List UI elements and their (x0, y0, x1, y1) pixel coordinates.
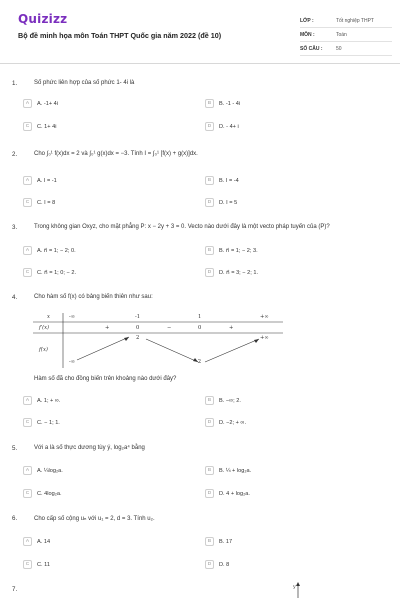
question-number: 2. (12, 151, 18, 158)
meta-row-class (300, 14, 392, 28)
option-letter-box: D (205, 198, 214, 207)
vt-sign: 0 (136, 325, 140, 331)
option-3c[interactable] (23, 267, 76, 278)
question-text: Trong không gian Oxyz, cho mặt phẳng P: x − 2y + 3 = 0. Vecto nào dưới đây là một vecto pháp tuyến của (P)? (34, 224, 330, 230)
option-6b[interactable] (205, 536, 232, 547)
option-text: A. I = -1 (37, 177, 57, 184)
meta-key: LỚP : (300, 17, 314, 24)
option-letter-box: C (23, 122, 32, 131)
option-2c[interactable] (23, 197, 55, 208)
option-text: C. 11 (37, 561, 50, 568)
option-letter-box: A (23, 537, 32, 546)
option-letter-box: B (205, 537, 214, 546)
option-letter-box: A (23, 396, 32, 405)
graph-axis-icon (293, 582, 307, 598)
option-5c[interactable] (23, 488, 62, 499)
option-letter-box: B (205, 466, 214, 475)
option-text: C. 4log₂a. (37, 490, 62, 497)
vt-x-label: x (47, 314, 50, 320)
option-2d[interactable] (205, 197, 237, 208)
option-letter-box: C (23, 198, 32, 207)
option-3a[interactable] (23, 245, 76, 256)
vt-x-value: +∞ (260, 314, 269, 320)
meta-key: SỐ CÂU : (300, 45, 323, 52)
meta-row-count (300, 42, 392, 56)
option-text: A. -1+ 4i (37, 100, 58, 107)
option-letter-box: D (205, 268, 214, 277)
option-letter-box: D (205, 560, 214, 569)
option-letter-box: B (205, 396, 214, 405)
vt-x-value: -∞ (69, 314, 76, 320)
question-subtext: Hàm số đã cho đồng biến trên khoảng nào dưới đây? (34, 376, 177, 382)
option-2a[interactable] (23, 175, 57, 186)
option-text: A. ¼log₂a. (37, 467, 63, 474)
option-letter-box: B (205, 99, 214, 108)
option-4c[interactable] (23, 417, 60, 428)
option-5b[interactable] (205, 465, 251, 476)
option-text: B. −∞; 2. (219, 397, 241, 404)
option-text: C. − 1; 1. (37, 419, 60, 426)
question-number: 7. (12, 586, 18, 593)
vt-sign: + (229, 325, 234, 331)
option-letter-box: B (205, 246, 214, 255)
option-text: D. 4 + log₂a. (219, 490, 250, 497)
vt-fprime-label: f′(x) (39, 325, 50, 331)
variation-table (33, 313, 283, 368)
option-letter-box: D (205, 418, 214, 427)
question-text: Cho cấp số cộng uₙ với u₁ = 2, d = 3. Tính u₂. (34, 516, 155, 522)
question-number: 5. (12, 445, 18, 452)
vt-sign: − (167, 325, 172, 331)
document-header (0, 0, 400, 64)
option-text: C. n⃗ = 1; 0; − 2. (37, 269, 76, 276)
vt-x-value: 1 (198, 314, 202, 320)
vt-sign: + (105, 325, 110, 331)
option-letter-box: A (23, 466, 32, 475)
option-text: B. n⃗ = 1; − 2; 3. (219, 247, 258, 254)
option-3d[interactable] (205, 267, 258, 278)
svg-text:y: y (293, 584, 296, 590)
vt-sign: 0 (198, 325, 202, 331)
vt-f-value: -∞ (69, 359, 76, 365)
vt-f-label: f(x) (39, 347, 48, 353)
meta-value: Tốt nghiệp THPT (336, 17, 374, 24)
option-letter-box: D (205, 122, 214, 131)
option-text: A. n⃗ = 1; − 2; 0. (37, 247, 76, 254)
meta-value: Toán (336, 31, 347, 38)
option-text: B. I = -4 (219, 177, 239, 184)
vt-f-value: +∞ (260, 335, 269, 341)
option-1b[interactable] (205, 98, 240, 109)
option-text: B. ¼ + log₂a. (219, 467, 252, 474)
option-letter-box: C (23, 418, 32, 427)
quizizz-logo: Quizizz (18, 12, 68, 26)
option-5d[interactable] (205, 488, 250, 499)
question-number: 1. (12, 80, 18, 87)
document-title: Bộ đề minh họa môn Toán THPT Quốc gia năm 2022 (đề 10) (18, 31, 222, 40)
question-text: Với a là số thực dương tùy ý, log₂a⁴ bằng (34, 445, 145, 451)
document-meta (300, 14, 392, 56)
option-letter-box: A (23, 99, 32, 108)
option-letter-box: C (23, 489, 32, 498)
option-6a[interactable] (23, 536, 50, 547)
meta-key: MÔN : (300, 31, 315, 38)
meta-row-subject (300, 28, 392, 42)
question-text: Số phức liên hợp của số phức 1- 4i là (34, 80, 135, 86)
question-number: 4. (12, 294, 18, 301)
question-number: 6. (12, 515, 18, 522)
option-text: D. n⃗ = 3; − 2; 1. (219, 269, 258, 276)
option-2b[interactable] (205, 175, 239, 186)
vt-x-value: -1 (135, 314, 141, 320)
option-text: C. I = 8 (37, 199, 56, 206)
option-letter-box: A (23, 246, 32, 255)
option-letter-box: A (23, 176, 32, 185)
option-text: D. 8 (219, 561, 230, 568)
option-1c[interactable] (23, 121, 56, 132)
option-6d[interactable] (205, 559, 229, 570)
option-5a[interactable] (23, 465, 63, 476)
option-text: D. −2; + ∞. (219, 419, 246, 426)
option-1d[interactable] (205, 121, 239, 132)
option-letter-box: D (205, 489, 214, 498)
option-4d[interactable] (205, 417, 246, 428)
option-text: C. 1+ 4i (37, 123, 57, 130)
option-letter-box: B (205, 176, 214, 185)
option-6c[interactable] (23, 559, 50, 570)
option-text: B. -1 - 4i (219, 100, 241, 107)
option-letter-box: C (23, 268, 32, 277)
option-letter-box: C (23, 560, 32, 569)
question-text: Cho hàm số f(x) có bảng biến thiên như sau: (34, 294, 153, 300)
option-1a[interactable] (23, 98, 58, 109)
option-text: A. 1; + ∞. (37, 397, 61, 404)
option-text: D. I = 5 (219, 199, 238, 206)
option-4b[interactable] (205, 395, 241, 406)
option-text: B. 17 (219, 538, 233, 545)
vt-f-value: -2 (196, 359, 202, 365)
vt-f-value: 2 (136, 335, 140, 341)
question-text: Cho ∫₀¹ f(x)dx = 2 và ∫₀¹ g(x)dx = −3. Tính I = ∫₀¹ [f(x) + g(x)]dx. (34, 151, 198, 157)
option-text: D. - 4+ i (219, 123, 239, 130)
option-4a[interactable] (23, 395, 60, 406)
question-number: 3. (12, 224, 18, 231)
option-3b[interactable] (205, 245, 258, 256)
option-text: A. 14 (37, 538, 51, 545)
meta-value: 50 (336, 45, 342, 52)
